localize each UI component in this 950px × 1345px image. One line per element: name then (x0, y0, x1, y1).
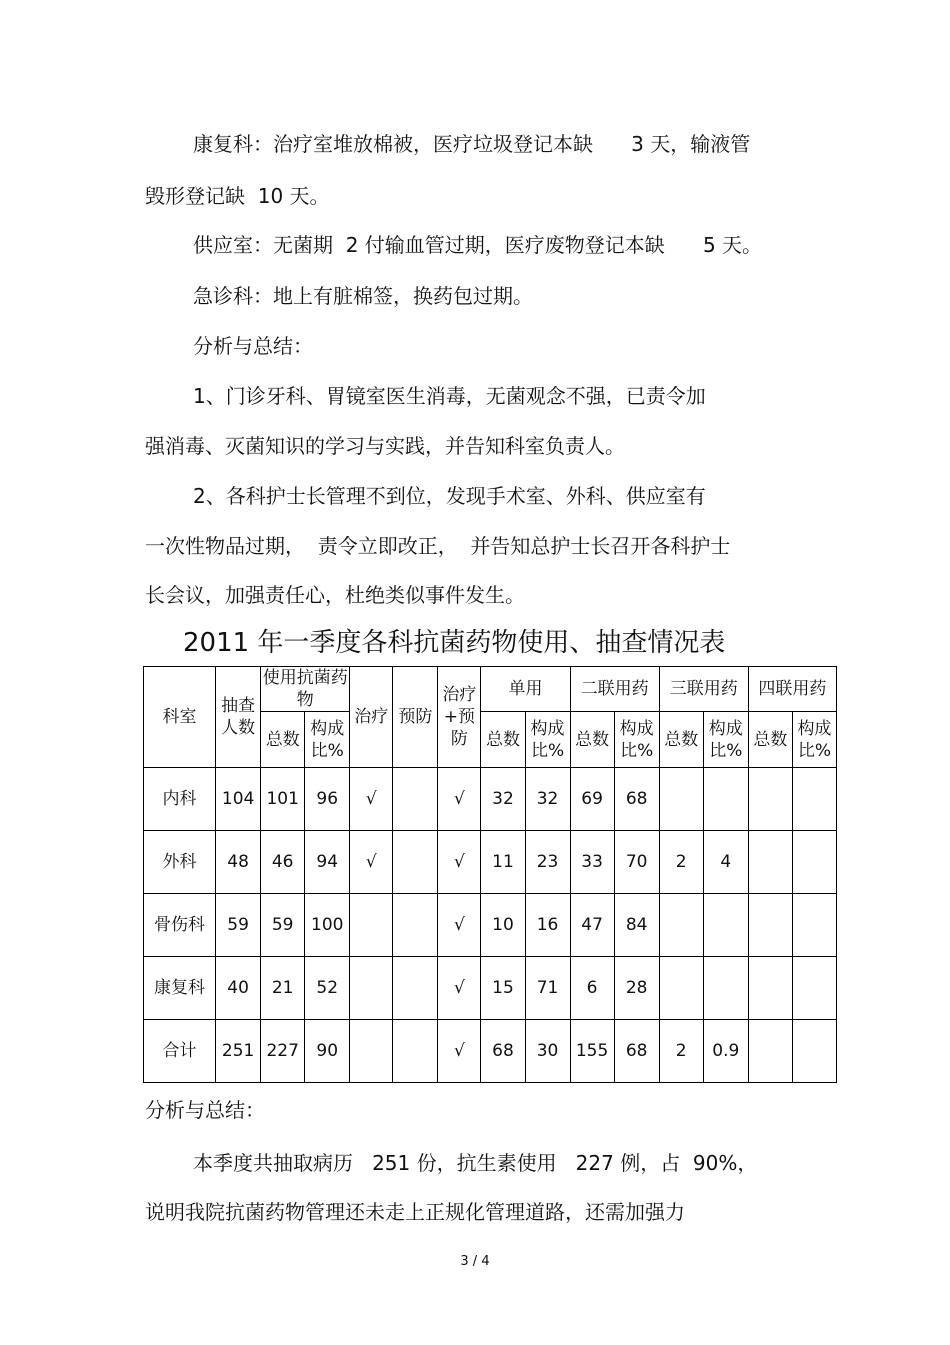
cell-prevention (393, 1020, 438, 1083)
cell-treatment: √ (350, 831, 393, 894)
cell-treat-prev: √ (438, 768, 481, 831)
table-header-row (144, 667, 837, 712)
cell-single-total: 68 (481, 1020, 525, 1083)
header-dept: 科室 (144, 667, 216, 768)
cell-triple-ratio (703, 894, 748, 957)
cell-prevention (393, 894, 438, 957)
cell-sampled: 59 (216, 894, 261, 957)
subheader-total: 总数 (261, 712, 305, 768)
cell-sampled: 251 (216, 1020, 261, 1083)
cell-single-ratio: 30 (525, 1020, 570, 1083)
header-double: 二联用药 (570, 667, 659, 712)
cell-dept: 合计 (144, 1020, 216, 1083)
table-title: 2011 年一季度各科抗菌药物使用、抽查情况表 (183, 628, 726, 658)
paragraph-line: 毁形登记缺 10 天。 (145, 184, 330, 208)
subheader-total: 总数 (659, 712, 703, 768)
cell-quad-ratio (792, 831, 836, 894)
paragraph-line: 本季度共抽取病历 251 份，抗生素使用 227 例，占 90%， (193, 1151, 758, 1175)
cell-triple-total: 2 (659, 831, 703, 894)
paragraph-line: 康复科：治疗室堆放棉被，医疗垃圾登记本缺 3 天，输液管 (193, 132, 751, 156)
cell-used-ratio: 52 (305, 957, 350, 1020)
table-row (144, 894, 837, 957)
cell-triple-ratio: 4 (703, 831, 748, 894)
cell-double-ratio: 68 (614, 768, 659, 831)
cell-quad-total (748, 1020, 792, 1083)
cell-double-ratio: 70 (614, 831, 659, 894)
page-number: 3 / 4 (460, 1254, 490, 1269)
section-heading: 分析与总结： (193, 334, 313, 358)
table-row (144, 957, 837, 1020)
paragraph-line: 长会议，加强责任心，杜绝类似事件发生。 (145, 583, 525, 607)
cell-treat-prev: √ (438, 831, 481, 894)
cell-double-ratio: 28 (614, 957, 659, 1020)
header-used: 使用抗菌药物 (261, 667, 350, 712)
paragraph-line: 强消毒、灭菌知识的学习与实践，并告知科室负责人。 (145, 434, 625, 458)
cell-single-total: 32 (481, 768, 525, 831)
cell-double-ratio: 68 (614, 1020, 659, 1083)
table-row (144, 831, 837, 894)
cell-single-total: 15 (481, 957, 525, 1020)
cell-treatment (350, 1020, 393, 1083)
cell-used-ratio: 100 (305, 894, 350, 957)
section-heading: 分析与总结： (145, 1098, 265, 1122)
cell-treatment (350, 957, 393, 1020)
cell-used-total: 21 (261, 957, 305, 1020)
cell-dept: 外科 (144, 831, 216, 894)
cell-quad-ratio (792, 894, 836, 957)
cell-dept: 康复科 (144, 957, 216, 1020)
cell-quad-ratio (792, 768, 836, 831)
cell-prevention (393, 768, 438, 831)
cell-double-total: 6 (570, 957, 614, 1020)
cell-single-total: 11 (481, 831, 525, 894)
cell-double-total: 47 (570, 894, 614, 957)
paragraph-line: 1、门诊牙科、胃镜室医生消毒，无菌观念不强，已责令加 (193, 384, 706, 408)
table-total-row (144, 1020, 837, 1083)
cell-used-total: 46 (261, 831, 305, 894)
cell-triple-total (659, 768, 703, 831)
cell-single-ratio: 71 (525, 957, 570, 1020)
cell-prevention (393, 831, 438, 894)
cell-treatment (350, 894, 393, 957)
cell-used-total: 101 (261, 768, 305, 831)
cell-triple-ratio: 0.9 (703, 1020, 748, 1083)
cell-double-total: 155 (570, 1020, 614, 1083)
paragraph-line: 2、各科护士长管理不到位，发现手术室、外科、供应室有 (193, 484, 706, 508)
cell-sampled: 104 (216, 768, 261, 831)
cell-single-ratio: 23 (525, 831, 570, 894)
subheader-ratio: 构成比% (525, 712, 570, 768)
header-treatment: 治疗 (350, 667, 393, 768)
subheader-ratio: 构成比% (703, 712, 748, 768)
cell-dept: 内科 (144, 768, 216, 831)
cell-treat-prev: √ (438, 894, 481, 957)
cell-single-total: 10 (481, 894, 525, 957)
cell-double-total: 69 (570, 768, 614, 831)
cell-treatment: √ (350, 768, 393, 831)
header-sampled: 抽查人数 (216, 667, 261, 768)
cell-quad-ratio (792, 1020, 836, 1083)
cell-quad-total (748, 831, 792, 894)
antibiotic-usage-table (143, 666, 837, 1083)
cell-treat-prev: √ (438, 1020, 481, 1083)
paragraph-line: 一次性物品过期， 责令立即改正， 并告知总护士长召开各科护士 (145, 534, 731, 558)
cell-sampled: 48 (216, 831, 261, 894)
cell-used-total: 59 (261, 894, 305, 957)
subheader-ratio: 构成比% (792, 712, 836, 768)
header-treat-prev: 治疗+预防 (438, 667, 481, 768)
paragraph-line: 说明我院抗菌药物管理还未走上正规化管理道路，还需加强力 (145, 1200, 685, 1224)
cell-triple-ratio (703, 768, 748, 831)
cell-single-ratio: 32 (525, 768, 570, 831)
header-triple: 三联用药 (659, 667, 748, 712)
cell-dept: 骨伤科 (144, 894, 216, 957)
header-single: 单用 (481, 667, 570, 712)
subheader-total: 总数 (481, 712, 525, 768)
subheader-total: 总数 (570, 712, 614, 768)
cell-quad-total (748, 894, 792, 957)
subheader-ratio: 构成比% (614, 712, 659, 768)
cell-double-ratio: 84 (614, 894, 659, 957)
cell-sampled: 40 (216, 957, 261, 1020)
cell-used-ratio: 90 (305, 1020, 350, 1083)
cell-triple-total: 2 (659, 1020, 703, 1083)
cell-quad-ratio (792, 957, 836, 1020)
cell-treat-prev: √ (438, 957, 481, 1020)
paragraph-line: 急诊科：地上有脏棉签，换药包过期。 (193, 284, 533, 308)
subheader-total: 总数 (748, 712, 792, 768)
cell-double-total: 33 (570, 831, 614, 894)
paragraph-line: 供应室：无菌期 2 付输血管过期，医疗废物登记本缺 5 天。 (193, 233, 763, 257)
header-prevention: 预防 (393, 667, 438, 768)
cell-quad-total (748, 768, 792, 831)
cell-triple-total (659, 894, 703, 957)
cell-triple-total (659, 957, 703, 1020)
table-row (144, 768, 837, 831)
cell-used-total: 227 (261, 1020, 305, 1083)
cell-used-ratio: 96 (305, 768, 350, 831)
cell-triple-ratio (703, 957, 748, 1020)
header-quad: 四联用药 (748, 667, 836, 712)
subheader-ratio: 构成比% (305, 712, 350, 768)
cell-prevention (393, 957, 438, 1020)
cell-single-ratio: 16 (525, 894, 570, 957)
cell-used-ratio: 94 (305, 831, 350, 894)
cell-quad-total (748, 957, 792, 1020)
